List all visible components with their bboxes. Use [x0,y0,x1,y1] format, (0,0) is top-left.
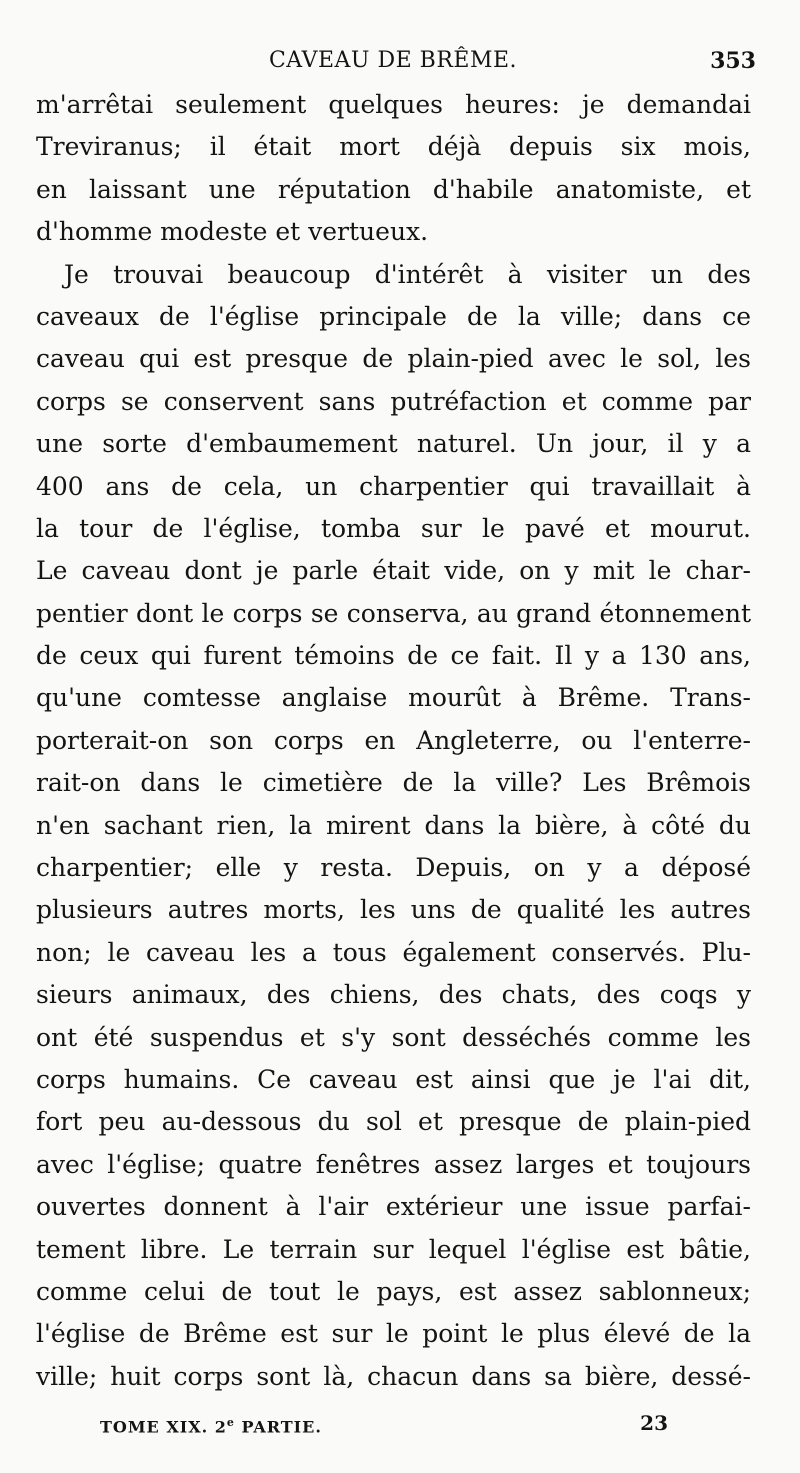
text-line: avec l'église; quatre fenêtres assez larges et toujours [36,1149,751,1179]
text-line: qu'une comtesse anglaise mourût à Brême. Trans- [36,683,751,713]
text-line: charpentier; elle y resta. Depuis, on y a déposé [36,853,751,883]
text-line: tement libre. Le terrain sur lequel l'église est bâtie, [36,1234,751,1264]
text-line: corps se conservent sans putréfaction et comme par [36,386,751,416]
text-line: une sorte d'embaumement naturel. Un jour, il y a [36,429,751,459]
text-line: d'homme modeste et vertueux. [36,217,429,247]
text-line: fort peu au-dessous du sol et presque de plain-pied [36,1107,751,1137]
text-line: 400 ans de cela, un charpentier qui travaillait à [36,471,751,501]
tome-label: TOME XIX. 2 [100,1417,227,1437]
text-line: caveau qui est presque de plain-pied avec le sol, les [36,344,751,374]
text-line: ouvertes donnent à l'air extérieur une issue parfai- [36,1192,751,1222]
text-line: l'église de Brême est sur le point le plus élevé de la [36,1319,751,1349]
text-line: rait-on dans le cimetière de la ville? Les Brêmois [36,768,751,798]
text-line: pentier dont le corps se conserva, au grand étonnement [36,598,751,628]
body-text [36,84,751,1398]
tome-superscript: e [226,1416,235,1429]
text-line: non; le caveau les a tous également conservés. Plu- [36,937,751,967]
text-line: Treviranus; il était mort déjà depuis six mois, [36,132,751,162]
gathering-signature: 23 [640,1411,668,1435]
text-line: m'arrêtai seulement quelques heures: je demandai [36,90,751,119]
text-line: porterait-on son corps en Angleterre, ou l'enterre- [36,725,751,755]
volume-signature [100,1408,322,1442]
text-line: la tour de l'église, tomba sur le pavé et mourut. [36,513,751,543]
text-line: ville; huit corps sont là, chacun dans sa bière, dessé- [36,1361,751,1391]
page-footer [100,1408,668,1438]
text-line: en laissant une réputation d'habile anatomiste, et [36,174,751,204]
text-line: Le caveau dont je parle était vide, on y mit le char- [36,556,751,586]
text-line: de ceux qui furent témoins de ce fait. Il y a 130 ans, [36,641,751,671]
text-line: sieurs animaux, des chiens, des chats, des coqs y [36,980,751,1010]
running-title: CAVEAU DE BRÊME. [268,48,518,73]
text-line: ont été suspendus et s'y sont desséchés comme les [36,1022,751,1052]
partie-label: PARTIE. [234,1417,322,1437]
text-line: n'en sachant rien, la mirent dans la bière, à côté du [36,810,751,840]
text-line: corps humains. Ce caveau est ainsi que je l'ai dit, [36,1064,751,1094]
page-header [30,44,756,78]
text-line: caveaux de l'église principale de la ville; dans ce [36,301,751,331]
paragraph-first-line: Je trouvai beaucoup d'intérêt à visiter un des [64,259,751,289]
text-line: plusieurs autres morts, les uns de qualité les autres [36,895,751,925]
page-number: 353 [710,48,756,74]
text-line: comme celui de tout le pays, est assez sablonneux; [36,1276,751,1306]
